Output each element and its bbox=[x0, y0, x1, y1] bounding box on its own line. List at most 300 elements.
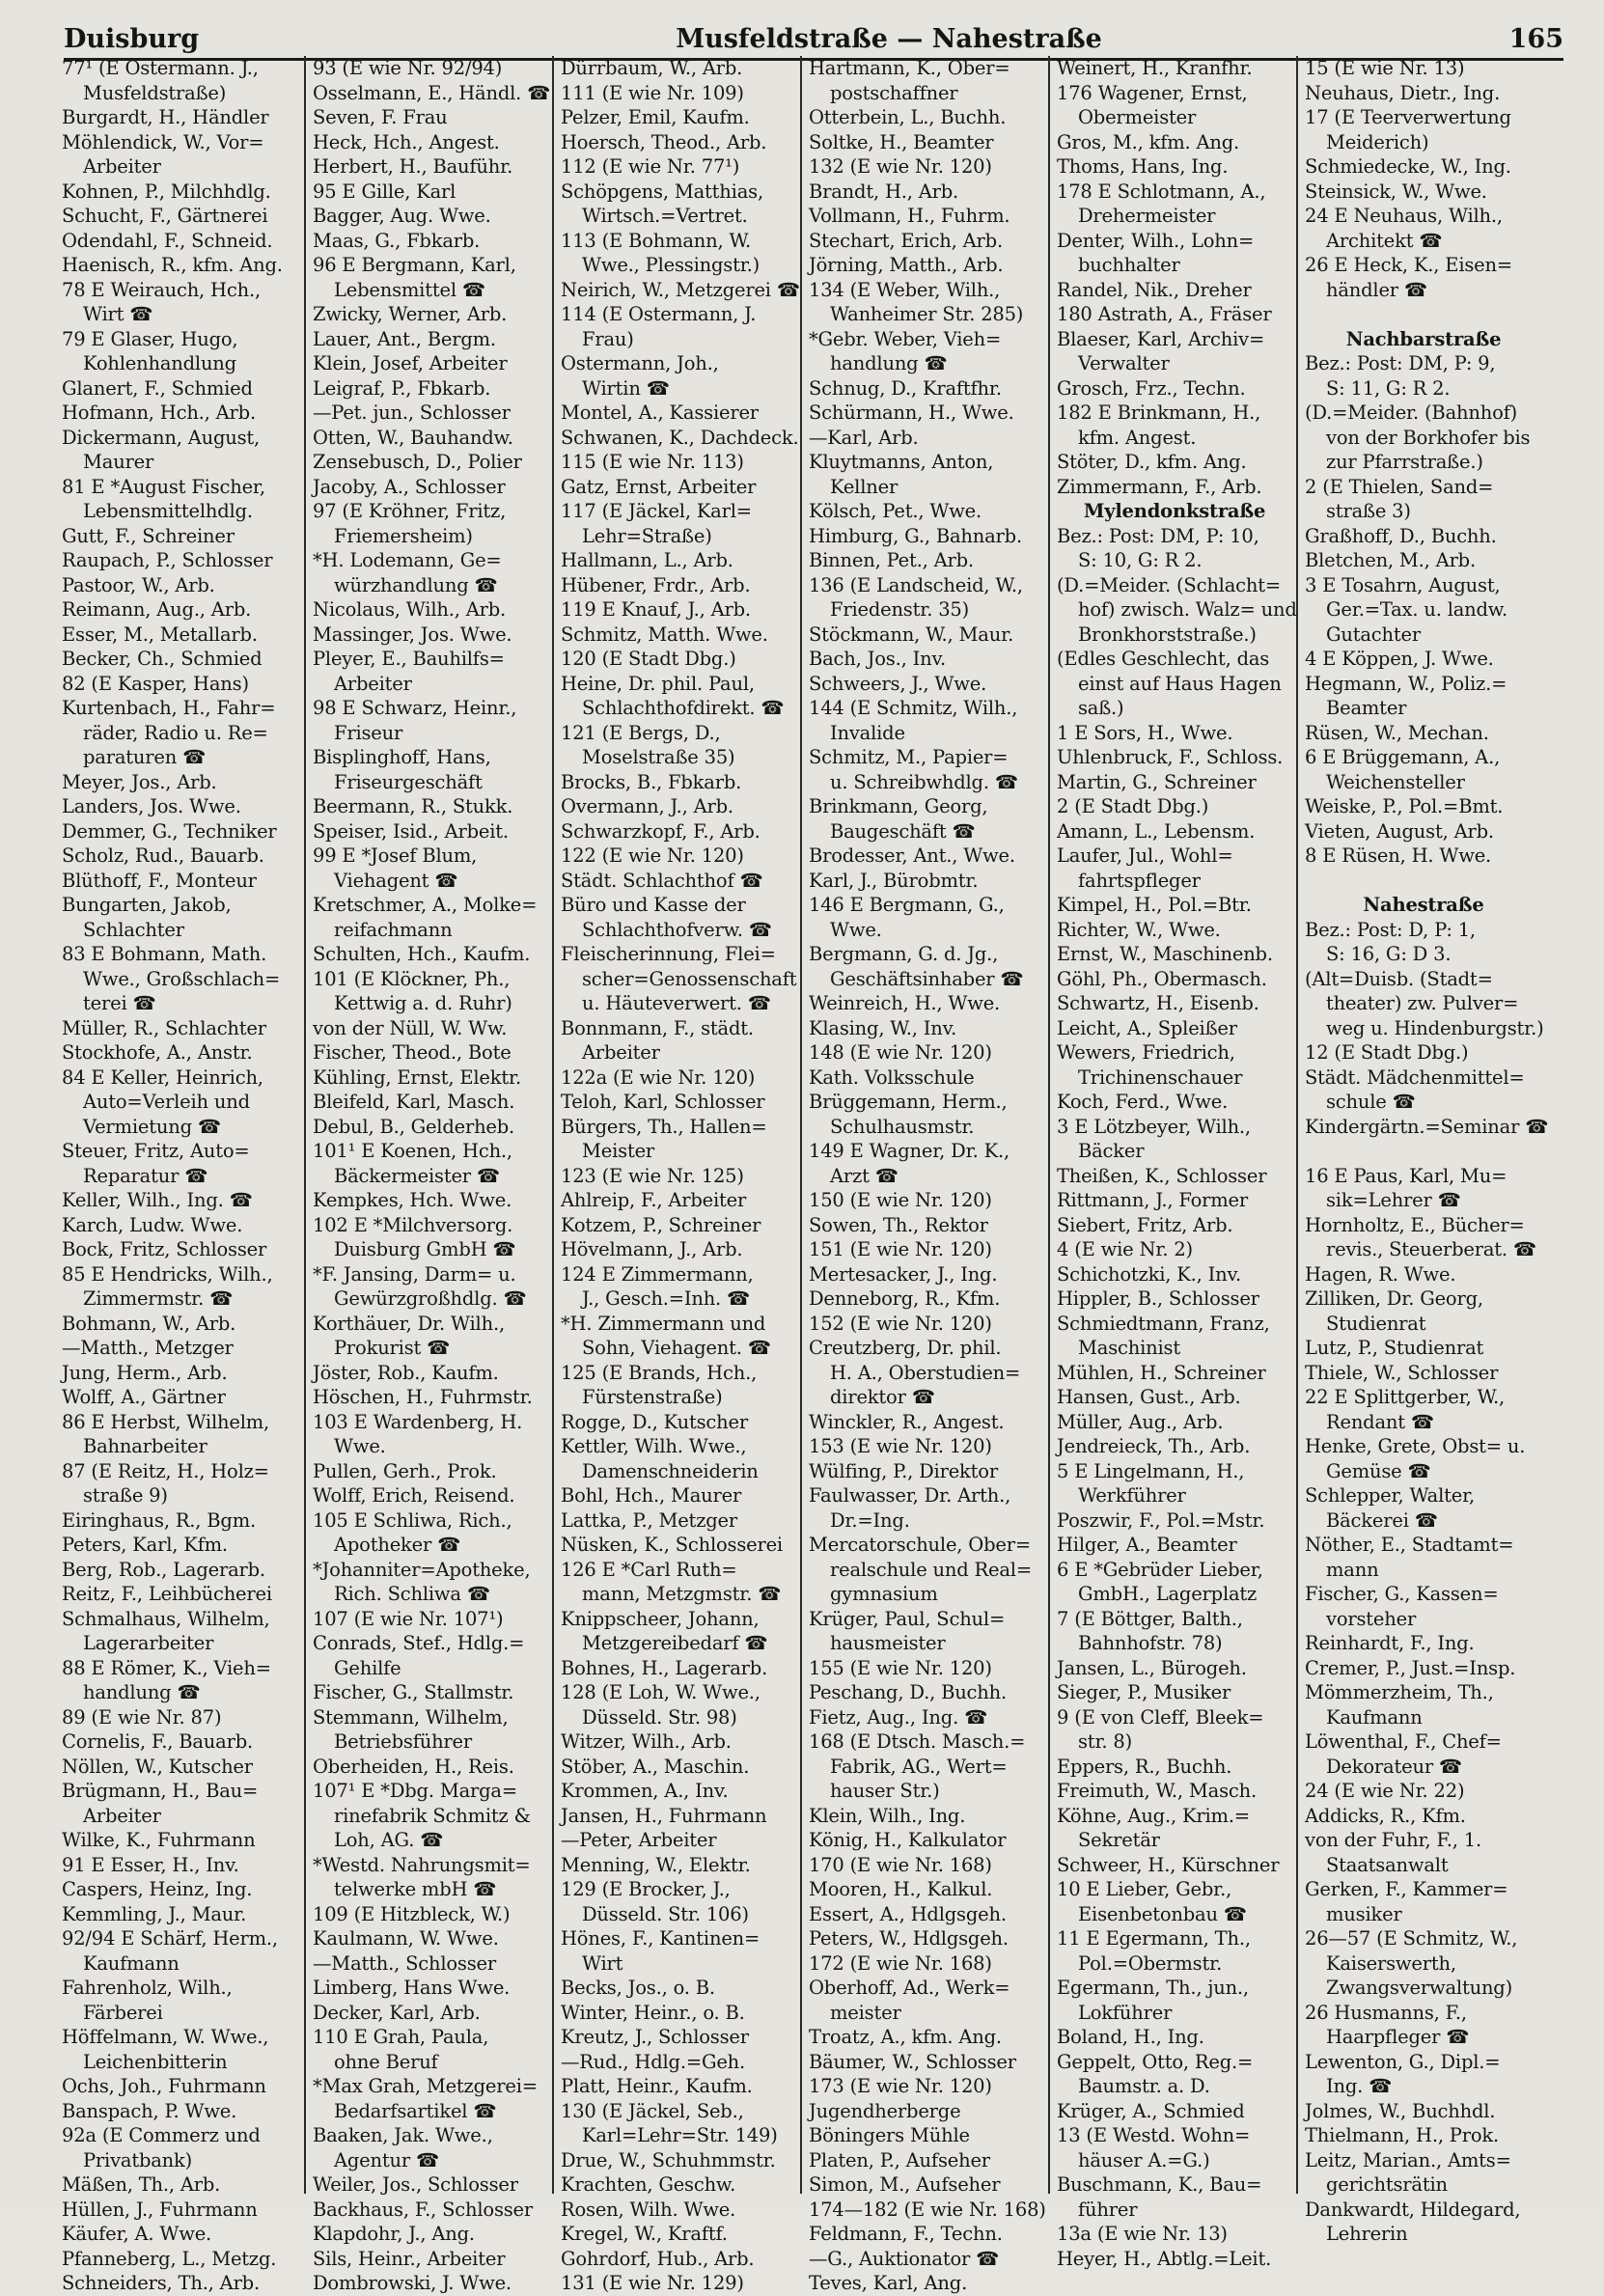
directory-entry-line: direktor ☎ bbox=[830, 1386, 935, 1408]
directory-entry-line: Schwartz, H., Eisenb. bbox=[1057, 992, 1259, 1014]
directory-entry-line: Debul, B., Gelderheb. bbox=[313, 1115, 515, 1138]
directory-entry-line: Kurtenbach, H., Fahr= bbox=[62, 697, 276, 719]
directory-entry-line: Bez.: Post: D, P: 1, bbox=[1305, 918, 1476, 941]
directory-entry-line: Kettler, Wilh. Wwe., bbox=[561, 1435, 747, 1457]
directory-entry-line: Staatsanwalt bbox=[1326, 1853, 1449, 1876]
directory-entry-line: Binnen, Pet., Arb. bbox=[809, 549, 974, 571]
directory-entry-line: Schneiders, Th., Arb. bbox=[62, 2272, 260, 2294]
directory-entry-line: (Edles Geschlecht, das bbox=[1057, 648, 1270, 670]
directory-entry-line: Wwe., Großschlach= bbox=[83, 967, 281, 990]
street-heading: Nahestraße bbox=[1363, 894, 1484, 916]
directory-entry-line: Werkführer bbox=[1078, 1484, 1186, 1507]
directory-entry-line: Wirtsch.=Vertret. bbox=[582, 205, 748, 227]
directory-entry-line: handlung ☎ bbox=[830, 352, 948, 374]
directory-entry-line: Bleifeld, Karl, Masch. bbox=[313, 1091, 515, 1113]
directory-entry-line: Maurer bbox=[83, 451, 154, 473]
directory-entry-line: Simon, M., Aufseher bbox=[809, 2173, 1001, 2196]
directory-entry-line: Wanheimer Str. 285) bbox=[830, 303, 1024, 325]
directory-entry-line: gerichtsrätin bbox=[1326, 2173, 1448, 2196]
directory-entry-line: Färberei bbox=[83, 2001, 163, 2024]
directory-entry-line: Kindergärtn.=Seminar ☎ bbox=[1305, 1115, 1549, 1138]
directory-entry-line: 95 E Gille, Karl bbox=[313, 180, 456, 203]
directory-entry-line: Leicht, A., Spleißer bbox=[1057, 1016, 1237, 1039]
directory-entry-line: Schöpgens, Matthias, bbox=[561, 180, 763, 203]
directory-entry-line: Schulhausmstr. bbox=[830, 1115, 975, 1138]
directory-entry-line: *Johanniter=Apotheke, bbox=[313, 1558, 531, 1581]
directory-entry-line: Höschen, H., Fuhrmstr. bbox=[313, 1386, 533, 1408]
directory-entry-line: Klein, Josef, Arbeiter bbox=[313, 352, 508, 374]
directory-entry-line: Lagerarbeiter bbox=[83, 1632, 214, 1654]
directory-entry-line: Neirich, W., Metzgerei ☎ bbox=[561, 278, 800, 301]
directory-entry-line: Faulwasser, Dr. Arth., bbox=[809, 1484, 1011, 1507]
directory-entry-line: 176 Wagener, Ernst, bbox=[1057, 81, 1248, 104]
directory-entry-line: Cremer, P., Just.=Insp. bbox=[1305, 1656, 1516, 1679]
directory-entry-line: Dickermann, August, bbox=[62, 426, 261, 449]
directory-entry-line: Reimann, Aug., Arb. bbox=[62, 598, 252, 621]
directory-entry-line: Auto=Verleih und bbox=[83, 1091, 250, 1113]
directory-entry-line: 26 E Heck, K., Eisen= bbox=[1305, 254, 1513, 276]
directory-entry-line: Conrads, Stef., Hdlg.= bbox=[313, 1632, 525, 1654]
directory-entry-line: 101¹ E Koenen, Hch., bbox=[313, 1140, 512, 1162]
directory-entry-line: Mertesacker, J., Ing. bbox=[809, 1262, 998, 1286]
directory-entry-line: Damenschneiderin bbox=[582, 1459, 759, 1482]
directory-entry-line: Dr.=Ing. bbox=[830, 1508, 910, 1532]
directory-entry-line: Theißen, K., Schlosser bbox=[1057, 1164, 1267, 1187]
directory-entry-line: Banspach, P. Wwe. bbox=[62, 2099, 237, 2122]
directory-entry-line: Brüggemann, Herm., bbox=[809, 1091, 1008, 1113]
directory-entry-line: Wwe. bbox=[334, 1435, 386, 1457]
directory-entry-line: Studienrat bbox=[1326, 1312, 1426, 1335]
directory-entry-line: 2 (E Thielen, Sand= bbox=[1305, 475, 1494, 498]
directory-entry-line: weg u. Hindenburgstr.) bbox=[1326, 1016, 1544, 1039]
directory-entry-line: Fischer, G., Stallmstr. bbox=[313, 1681, 514, 1703]
directory-entry-line: *Max Grah, Metzgerei= bbox=[313, 2075, 538, 2097]
directory-entry-line: 122a (E wie Nr. 120) bbox=[561, 1065, 756, 1089]
directory-entry-line: Höffelmann, W. Wwe., bbox=[62, 2026, 269, 2048]
directory-entry-line: Städt. Schlachthof ☎ bbox=[561, 869, 763, 892]
directory-entry-line: Metzgereibedarf ☎ bbox=[582, 1632, 768, 1654]
directory-entry-line: Steuer, Fritz, Auto= bbox=[62, 1140, 250, 1162]
directory-entry-line: Klein, Wilh., Ing. bbox=[809, 1804, 966, 1827]
directory-entry-line: Siebert, Fritz, Arb. bbox=[1057, 1213, 1233, 1236]
directory-entry-line: straße 9) bbox=[83, 1484, 168, 1507]
directory-column-3 bbox=[554, 56, 802, 2294]
directory-entry-line: Lokführer bbox=[1078, 2001, 1173, 2024]
directory-entry-line: 4 E Köppen, J. Wwe. bbox=[1305, 648, 1494, 670]
directory-entry-line: 149 E Wagner, Dr. K., bbox=[809, 1140, 1009, 1162]
directory-entry-line: Pullen, Gerh., Prok. bbox=[313, 1459, 497, 1482]
directory-entry-line: Sils, Heinr., Arbeiter bbox=[313, 2247, 506, 2270]
directory-column-2 bbox=[306, 56, 554, 2294]
directory-entry-line: *Gebr. Weber, Vieh= bbox=[809, 327, 1002, 350]
street-heading: Nachbarstraße bbox=[1345, 327, 1502, 350]
directory-entry-line: Wilke, K., Fuhrmann bbox=[62, 1829, 256, 1851]
directory-entry-line: 146 E Bergmann, G., bbox=[809, 894, 1005, 916]
directory-entry-line: Kemmling, J., Maur. bbox=[62, 1902, 247, 1925]
directory-entry-line: Wirtin ☎ bbox=[582, 376, 670, 400]
directory-entry-line: Sekretär bbox=[1078, 1829, 1160, 1851]
directory-entry-line: Platt, Heinr., Kaufm. bbox=[561, 2075, 753, 2097]
directory-entry-line: 93 (E wie Nr. 92/94) bbox=[313, 57, 503, 79]
directory-entry-line: *F. Jansing, Darm= u. bbox=[313, 1262, 516, 1286]
directory-entry-line: Maschinist bbox=[1078, 1337, 1180, 1359]
directory-entry-line: Laufer, Jul., Wohl= bbox=[1057, 844, 1233, 867]
directory-entry-line: 8 E Rüsen, H. Wwe. bbox=[1305, 844, 1492, 867]
directory-entry-line: Schmiedtmann, Franz, bbox=[1057, 1312, 1270, 1335]
directory-entry-line: vorsteher bbox=[1326, 1607, 1417, 1630]
directory-entry-line: Bäumer, W., Schlosser bbox=[809, 2050, 1016, 2073]
directory-entry-line: Limberg, Hans Wwe. bbox=[313, 1977, 511, 1999]
directory-entry-line: Otterbein, L., Buchh. bbox=[809, 106, 1007, 128]
directory-entry-line: Thoms, Hans, Ing. bbox=[1057, 155, 1229, 178]
directory-entry-line: Müller, R., Schlachter bbox=[62, 1016, 266, 1039]
directory-entry-line: Gatz, Ernst, Arbeiter bbox=[561, 475, 757, 498]
directory-entry-line: Henke, Grete, Obst= u. bbox=[1305, 1435, 1526, 1457]
directory-entry-line: Weinreich, H., Wwe. bbox=[809, 992, 1001, 1014]
directory-entry-line: Egermann, Th., jun., bbox=[1057, 1977, 1249, 1999]
directory-entry-line: Schucht, F., Gärtnerei bbox=[62, 205, 268, 227]
directory-entry-line: Kaulmann, W. Wwe. bbox=[313, 1927, 499, 1950]
directory-entry-line: Düsseld. Str. 98) bbox=[582, 1705, 737, 1729]
directory-entry-line: 110 E Grah, Paula, bbox=[313, 2026, 489, 2048]
directory-entry-line: 15 (E wie Nr. 13) bbox=[1305, 57, 1465, 79]
directory-entry-line: terei ☎ bbox=[83, 992, 156, 1014]
directory-entry-line: Wirt bbox=[582, 1951, 623, 1975]
directory-entry-line: (D.=Meider. (Schlacht= bbox=[1057, 573, 1281, 596]
directory-entry-line: 11 E Egermann, Th., bbox=[1057, 1927, 1251, 1950]
directory-entry-line: Jörning, Matth., Arb. bbox=[809, 254, 1004, 276]
directory-entry-line: Cornelis, F., Bauarb. bbox=[62, 1730, 253, 1753]
directory-entry-line: Brinkmann, Georg, bbox=[809, 795, 988, 817]
directory-entry-line: S: 11, G: R 2. bbox=[1326, 376, 1451, 400]
directory-entry-line: Fleischerinnung, Flei= bbox=[561, 943, 776, 965]
directory-entry-line: Berg, Rob., Lagerarb. bbox=[62, 1558, 265, 1581]
directory-entry-line: 151 (E wie Nr. 120) bbox=[809, 1238, 992, 1260]
directory-entry-line: Kaiserswerth, bbox=[1326, 1951, 1456, 1975]
directory-entry-line: Ochs, Joh., Fuhrmann bbox=[62, 2075, 266, 2097]
directory-entry-line: 172 (E wie Nr. 168) bbox=[809, 1951, 992, 1975]
directory-entry-line: Wewers, Friedrich, bbox=[1057, 1041, 1235, 1064]
directory-entry-line: Lutz, P., Studienrat bbox=[1305, 1337, 1484, 1359]
directory-entry-line: sik=Lehrer ☎ bbox=[1326, 1189, 1461, 1211]
directory-entry-line: Martin, G., Schreiner bbox=[1057, 770, 1257, 793]
directory-entry-line: 111 (E wie Nr. 109) bbox=[561, 81, 744, 104]
directory-entry-line: Geschäftsinhaber ☎ bbox=[830, 967, 1024, 990]
directory-entry-line: —Matth., Schlosser bbox=[313, 1951, 497, 1975]
directory-entry-line: 101 (E Klöckner, Ph., bbox=[313, 967, 511, 990]
directory-entry-line bbox=[1305, 302, 1542, 327]
directory-entry-line: theater) zw. Pulver= bbox=[1326, 992, 1519, 1014]
directory-entry-line: Meiderich) bbox=[1326, 130, 1429, 153]
directory-entry-line: Hilger, A., Beamter bbox=[1057, 1534, 1237, 1556]
directory-entry-line: reifachmann bbox=[334, 918, 453, 941]
directory-entry-line: S: 16, G: D 3. bbox=[1326, 943, 1452, 965]
directory-entry-line: Trichinenschauer bbox=[1078, 1065, 1243, 1089]
directory-entry-line: Bahnhofstr. 78) bbox=[1078, 1632, 1223, 1654]
directory-entry-line: Pol.=Obermstr. bbox=[1078, 1951, 1223, 1975]
directory-entry-line: Bach, Jos., Inv. bbox=[809, 648, 946, 670]
directory-entry-line: Demmer, G., Techniker bbox=[62, 819, 277, 843]
directory-entry-line: Scholz, Rud., Bauarb. bbox=[62, 844, 264, 867]
directory-entry-line: Teves, Karl, Ang. bbox=[809, 2272, 968, 2294]
directory-entry-line: scher=Genossenschaft bbox=[582, 967, 797, 990]
directory-entry-line: Peters, Karl, Kfm. bbox=[62, 1534, 228, 1556]
directory-entry-line: Schmitz, Matth. Wwe. bbox=[561, 622, 768, 646]
directory-entry-line: buchhalter bbox=[1078, 254, 1180, 276]
directory-entry-line: Musfeldstraße) bbox=[83, 81, 227, 104]
directory-column-6 bbox=[1298, 56, 1549, 2245]
directory-entry-line: Friseurgeschäft bbox=[334, 770, 483, 793]
directory-entry-line: Gehilfe bbox=[334, 1656, 401, 1679]
directory-entry-line: Schnug, D., Kraftfhr. bbox=[809, 376, 1002, 400]
directory-entry-line: Hövelmann, J., Arb. bbox=[561, 1238, 743, 1260]
directory-entry-line: Leichenbitterin bbox=[83, 2050, 228, 2073]
directory-entry-line: Baaken, Jak. Wwe., bbox=[313, 2124, 493, 2146]
directory-entry-line: Jacoby, A., Schlosser bbox=[313, 475, 506, 498]
directory-entry-line: *H. Zimmermann und bbox=[561, 1312, 766, 1335]
directory-entry-line: Jöster, Rob., Kaufm. bbox=[313, 1361, 499, 1384]
directory-entry-line: 126 E *Carl Ruth= bbox=[561, 1558, 737, 1581]
directory-entry-line: Arzt ☎ bbox=[830, 1164, 899, 1187]
directory-entry-line: 13 (E Westd. Wohn= bbox=[1057, 2124, 1251, 2146]
directory-entry-line: Oberheiden, H., Reis. bbox=[313, 1755, 514, 1778]
directory-entry-line: würzhandlung ☎ bbox=[334, 573, 498, 596]
directory-entry-line: 182 E Brinkmann, H., bbox=[1057, 401, 1261, 424]
directory-entry-line: Glanert, F., Schmied bbox=[62, 376, 253, 400]
directory-entry-line: *Westd. Nahrungsmit= bbox=[313, 1853, 531, 1876]
directory-entry-line: Mercatorschule, Ober= bbox=[809, 1534, 1031, 1556]
directory-entry-line: Denneborg, R., Kfm. bbox=[809, 1287, 1001, 1310]
directory-entry-line: Bisplinghoff, Hans, bbox=[313, 746, 491, 768]
directory-entry-line: Bäcker bbox=[1078, 1140, 1145, 1162]
directory-entry-line: 112 (E wie Nr. 77¹) bbox=[561, 155, 740, 178]
directory-entry-line: 12 (E Stadt Dbg.) bbox=[1305, 1041, 1469, 1064]
directory-entry-line: von der Fuhr, F., 1. bbox=[1305, 1829, 1481, 1851]
directory-entry-line: Gros, M., kfm. Ang. bbox=[1057, 130, 1240, 153]
directory-entry-line: häuser A.=G.) bbox=[1078, 2148, 1210, 2172]
directory-entry-line: Fabrik, AG., Wert= bbox=[830, 1755, 1008, 1778]
directory-entry-line: 117 (E Jäckel, Karl= bbox=[561, 500, 752, 522]
directory-entry-line: 150 (E wie Nr. 120) bbox=[809, 1189, 992, 1211]
directory-entry-line: Wolff, Erich, Reisend. bbox=[313, 1484, 515, 1507]
directory-entry-line: Krachten, Geschw. bbox=[561, 2173, 736, 2196]
directory-entry-line: Platen, P., Aufseher bbox=[809, 2148, 990, 2172]
directory-entry-line: Zimmermstr. ☎ bbox=[83, 1287, 234, 1310]
directory-entry-line: Apotheker ☎ bbox=[334, 1534, 461, 1556]
directory-entry-line: Zilliken, Dr. Georg, bbox=[1305, 1287, 1483, 1310]
directory-entry-line: Bohmann, W., Arb. bbox=[62, 1312, 236, 1335]
directory-entry-line: Kettwig a. d. Ruhr) bbox=[334, 992, 512, 1014]
directory-entry-line: Lauer, Ant., Bergm. bbox=[313, 327, 496, 350]
directory-entry-line: 88 E Römer, K., Vieh= bbox=[62, 1656, 271, 1679]
directory-entry-line: Arbeiter bbox=[582, 1041, 660, 1064]
directory-entry-line: Brandt, H., Arb. bbox=[809, 180, 959, 203]
directory-entry-line: 81 E *August Fischer, bbox=[62, 475, 265, 498]
directory-entry-line: Arbeiter bbox=[83, 1804, 161, 1827]
directory-entry-line: Ger.=Tax. u. landw. bbox=[1326, 598, 1507, 621]
directory-entry-line: Richter, W., Wwe. bbox=[1057, 918, 1221, 941]
directory-entry-line: Bronkhorststraße.) bbox=[1078, 622, 1257, 646]
directory-entry-line: —Rud., Hdlg.=Geh. bbox=[561, 2050, 746, 2073]
directory-entry-line: Stöter, D., kfm. Ang. bbox=[1057, 451, 1247, 473]
directory-entry-line: Gemüse ☎ bbox=[1326, 1459, 1431, 1482]
directory-entry-line: 119 E Knauf, J., Arb. bbox=[561, 598, 751, 621]
directory-entry-line: 17 (E Teerverwertung bbox=[1305, 106, 1511, 128]
directory-entry-line: 24 (E wie Nr. 22) bbox=[1305, 1780, 1465, 1802]
directory-entry-line: Oberhoff, Ad., Werk= bbox=[809, 1977, 1010, 1999]
directory-entry-line: Esser, M., Metallarb. bbox=[62, 622, 258, 646]
directory-entry-line: Thiele, W., Schlosser bbox=[1305, 1361, 1499, 1384]
directory-entry-line: 102 E *Milchversorg. bbox=[313, 1213, 513, 1236]
directory-entry-line: 123 (E wie Nr. 125) bbox=[561, 1164, 744, 1187]
directory-entry-line: S: 10, G: R 2. bbox=[1078, 549, 1203, 571]
directory-entry-line: Schichotzki, K., Inv. bbox=[1057, 1262, 1241, 1286]
directory-entry-line: Drehermeister bbox=[1078, 205, 1216, 227]
page-header bbox=[64, 17, 1563, 61]
directory-entry-line: Witzer, Wilh., Arb. bbox=[561, 1730, 732, 1753]
directory-entry-line: händler ☎ bbox=[1326, 278, 1428, 301]
directory-entry-line: Winckler, R., Angest. bbox=[809, 1410, 1005, 1433]
directory-entry-line: handlung ☎ bbox=[83, 1681, 201, 1703]
directory-entry-line: Brocks, B., Fbkarb. bbox=[561, 770, 742, 793]
directory-entry-line: rinefabrik Schmitz & bbox=[334, 1804, 531, 1827]
directory-entry-line: Klasing, W., Inv. bbox=[809, 1016, 957, 1039]
directory-entry-line: Klapdohr, J., Ang. bbox=[313, 2223, 475, 2245]
directory-entry-line: Ernst, W., Maschinenb. bbox=[1057, 943, 1273, 965]
directory-entry-line: 5 E Lingelmann, H., bbox=[1057, 1459, 1245, 1482]
directory-entry-line: Reitz, F., Leihbücherei bbox=[62, 1583, 272, 1605]
directory-column-1 bbox=[58, 56, 306, 2294]
directory-entry-line: Dankwardt, Hildegard, bbox=[1305, 2198, 1521, 2221]
directory-entry-line: fahrtspfleger bbox=[1078, 869, 1201, 892]
directory-entry-line: Jung, Herm., Arb. bbox=[62, 1361, 228, 1384]
directory-entry-line: Uhlenbruck, F., Schloss. bbox=[1057, 746, 1284, 768]
directory-entry-line: Himburg, G., Bahnarb. bbox=[809, 524, 1022, 547]
directory-entry-line: Weinert, H., Kranfhr. bbox=[1057, 57, 1253, 79]
directory-entry-line: Städt. Mädchenmittel= bbox=[1305, 1065, 1525, 1089]
directory-entry-line: Burgardt, H., Händler bbox=[62, 106, 269, 128]
directory-entry-line: (Alt=Duisb. (Stadt= bbox=[1305, 967, 1493, 990]
directory-entry-line: Lebensmittel ☎ bbox=[334, 278, 485, 301]
directory-entry-line: 103 E Wardenberg, H. bbox=[313, 1410, 523, 1433]
directory-entry-line: Montel, A., Kassierer bbox=[561, 401, 759, 424]
directory-entry-line: 114 (E Ostermann, J. bbox=[561, 303, 757, 325]
directory-entry-line: 152 (E wie Nr. 120) bbox=[809, 1312, 992, 1335]
directory-entry-line: kfm. Angest. bbox=[1078, 426, 1197, 449]
directory-entry-line: Feldmann, F., Techn. bbox=[809, 2223, 1003, 2245]
directory-entry-line: Randel, Nik., Dreher bbox=[1057, 278, 1252, 301]
directory-entry-line: Rich. Schliwa ☎ bbox=[334, 1583, 490, 1605]
directory-entry-line: Hübener, Frdr., Arb. bbox=[561, 573, 751, 596]
directory-entry-line: 1 E Sors, H., Wwe. bbox=[1057, 721, 1233, 744]
directory-entry-line: 129 (E Brocker, J., bbox=[561, 1878, 731, 1900]
directory-column-4 bbox=[802, 56, 1050, 2294]
directory-entry-line: Zimmermann, F., Arb. bbox=[1057, 475, 1262, 498]
directory-entry-line: Schlachthofdirekt. ☎ bbox=[582, 697, 785, 719]
directory-entry-line: 13a (E wie Nr. 13) bbox=[1057, 2223, 1228, 2245]
directory-entry-line: Wwe., Plessingstr.) bbox=[582, 254, 761, 276]
directory-entry-line: Kempkes, Hch. Wwe. bbox=[313, 1189, 512, 1211]
directory-entry-line: Kretschmer, A., Molke= bbox=[313, 894, 538, 916]
directory-entry-line: 136 (E Landscheid, W., bbox=[809, 573, 1023, 596]
directory-entry-line: Hegmann, W., Poliz.= bbox=[1305, 672, 1507, 695]
directory-entry-line: ohne Beruf bbox=[334, 2050, 438, 2073]
directory-entry-line: Sowen, Th., Rektor bbox=[809, 1213, 988, 1236]
directory-entry-line: Eiringhaus, R., Bgm. bbox=[62, 1508, 256, 1532]
directory-entry-line: —Karl, Arb. bbox=[809, 426, 919, 449]
directory-entry-line: J., Gesch.=Inh. ☎ bbox=[582, 1287, 751, 1310]
directory-entry-line: Pleyer, E., Bauhilfs= bbox=[313, 648, 505, 670]
directory-entry-line: Koch, Ferd., Wwe. bbox=[1057, 1091, 1229, 1113]
directory-entry-line: Thielmann, H., Prok. bbox=[1305, 2124, 1500, 2146]
directory-entry-line: Büro und Kasse der bbox=[561, 894, 746, 916]
directory-entry-line: Wwe. bbox=[830, 918, 882, 941]
directory-entry-line: 6 E *Gebrüder Lieber, bbox=[1057, 1558, 1263, 1581]
directory-entry-line: meister bbox=[830, 2001, 901, 2024]
page-number: 165 bbox=[1508, 24, 1563, 54]
directory-entry-line: 113 (E Bohmann, W. bbox=[561, 229, 751, 252]
directory-entry-line: Hippler, B., Schlosser bbox=[1057, 1287, 1259, 1310]
directory-entry-line: Beamter bbox=[1326, 697, 1407, 719]
directory-entry-line: Schmalhaus, Wilhelm, bbox=[62, 1607, 270, 1630]
directory-entry-line: Vieten, August, Arb. bbox=[1305, 819, 1494, 843]
directory-entry-line: Karch, Ludw. Wwe. bbox=[62, 1213, 243, 1236]
directory-entry-line: Amann, L., Lebensm. bbox=[1057, 819, 1256, 843]
directory-entry-line: Schmitz, M., Papier= bbox=[809, 746, 1009, 768]
directory-entry-line: Hallmann, L., Arb. bbox=[561, 549, 733, 571]
directory-entry-line: Backhaus, F., Schlosser bbox=[313, 2198, 534, 2221]
directory-entry-line: 115 (E wie Nr. 113) bbox=[561, 451, 744, 473]
directory-entry-line: Zwangsverwaltung) bbox=[1326, 1977, 1512, 1999]
directory-entry-line: Hüllen, J., Fuhrmann bbox=[62, 2198, 258, 2221]
directory-entry-line: Obermeister bbox=[1078, 106, 1197, 128]
directory-entry-line: 178 E Schlotmann, A., bbox=[1057, 180, 1266, 203]
directory-entry-line: Gewürzgroßhdlg. ☎ bbox=[334, 1287, 527, 1310]
directory-entry-line: Bahnarbeiter bbox=[83, 1435, 207, 1457]
directory-entry-line: Jugendherberge bbox=[809, 2099, 961, 2122]
directory-entry-line: Landers, Jos. Wwe. bbox=[62, 795, 241, 817]
directory-entry-line: Speiser, Isid., Arbeit. bbox=[313, 819, 509, 843]
directory-entry-line: Neuhaus, Dietr., Ing. bbox=[1305, 81, 1501, 104]
directory-entry-line: Wolff, A., Gärtner bbox=[62, 1386, 226, 1408]
directory-entry-line: Göhl, Ph., Obermasch. bbox=[1057, 967, 1267, 990]
directory-entry-line: 3 E Lötzbeyer, Wilh., bbox=[1057, 1115, 1251, 1138]
directory-entry-line: Gohrdorf, Hub., Arb. bbox=[561, 2247, 755, 2270]
directory-entry-line: Betriebsführer bbox=[334, 1730, 473, 1753]
directory-entry-line: Kohlenhandlung bbox=[83, 352, 236, 374]
directory-entry-line: Creutzberg, Dr. phil. bbox=[809, 1337, 1002, 1359]
directory-entry-line: 107 (E wie Nr. 107¹) bbox=[313, 1607, 504, 1630]
directory-entry-line: Kohnen, P., Milchhdlg. bbox=[62, 180, 271, 203]
directory-entry-line: 9 (E von Cleff, Bleek= bbox=[1057, 1705, 1264, 1729]
directory-entry-line: Bagger, Aug. Wwe. bbox=[313, 205, 491, 227]
directory-entry-line: Schulten, Hch., Kaufm. bbox=[313, 943, 531, 965]
directory-entry-line: Troatz, A., kfm. Ang. bbox=[809, 2026, 1002, 2048]
directory-entry-line: Zensebusch, D., Polier bbox=[313, 451, 522, 473]
directory-entry-line: Viehagent ☎ bbox=[334, 869, 458, 892]
directory-entry-line: Bletchen, M., Arb. bbox=[1305, 549, 1476, 571]
directory-entry-line: Dombrowski, J. Wwe. bbox=[313, 2272, 512, 2294]
directory-entry-line: Krommen, A., Inv. bbox=[561, 1780, 729, 1802]
directory-entry-line: Graßhoff, D., Buchh. bbox=[1305, 524, 1497, 547]
directory-entry-line: 3 E Tosahrn, August, bbox=[1305, 573, 1501, 596]
directory-entry-line: Hornholtz, E., Bücher= bbox=[1305, 1213, 1525, 1236]
directory-entry-line: Kühling, Ernst, Elektr. bbox=[313, 1065, 521, 1089]
directory-entry-line: Kluytmanns, Anton, bbox=[809, 451, 994, 473]
directory-entry-line: 26 Husmanns, F., bbox=[1305, 2001, 1467, 2024]
directory-entry-line: 98 E Schwarz, Heinr., bbox=[313, 697, 517, 719]
directory-entry-line: paraturen ☎ bbox=[83, 746, 207, 768]
